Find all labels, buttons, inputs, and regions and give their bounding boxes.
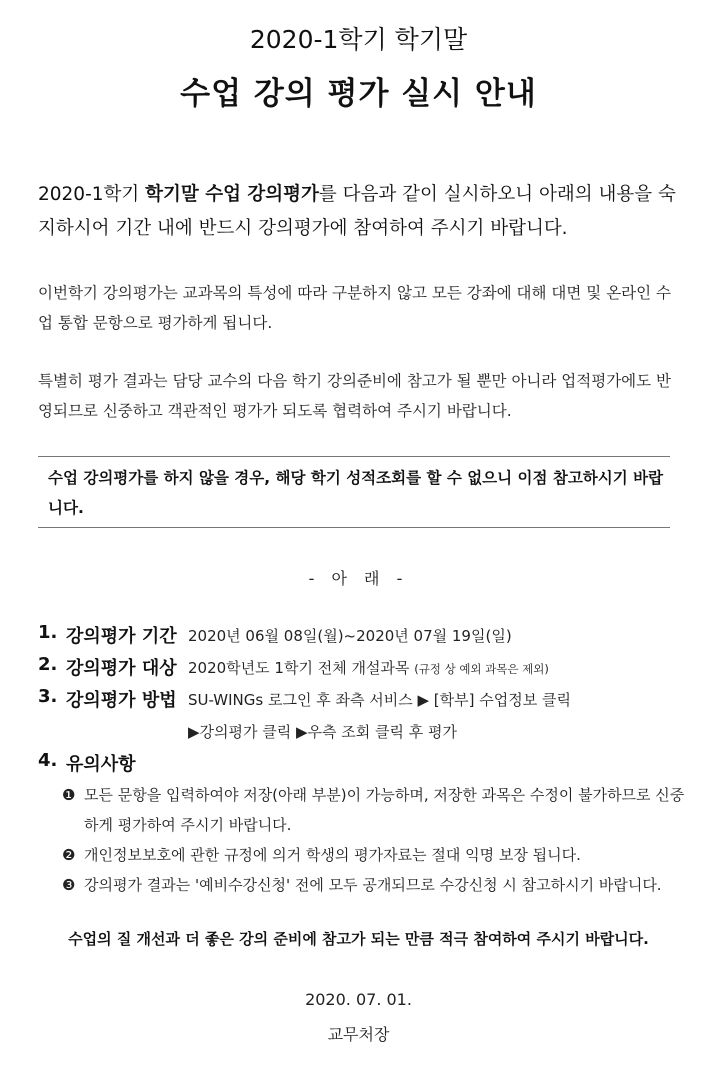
- item-target: [38, 654, 698, 686]
- note-text: 모든 문항을 입력하여야 저장(아래 부분)이 가능하며, 저장한 과목은 수정이 불가하므로 신중하게 평가하여 주시기 바랍니다.: [84, 786, 685, 834]
- intro-text-2: 를 다음과 같이 실시하오니 아래의 내용을 숙지하시어 기간 내에 반드시 강의평가에 참여하여 주시기 바랍니다.: [38, 184, 676, 239]
- closing-statement: 수업의 질 개선과 더 좋은 강의 준비에 참고가 되는 만큼 적극 참여하여 주시기 바랍니다.: [68, 930, 649, 948]
- note-item: [62, 870, 692, 900]
- item-label: 강의평가 기간: [66, 626, 177, 647]
- item-label: 강의평가 대상: [66, 658, 177, 679]
- note-bullet: ❷: [62, 846, 76, 864]
- notes-list: [62, 780, 692, 900]
- item-number: 2.: [38, 654, 58, 675]
- note-bullet: ❶: [62, 786, 76, 804]
- document-subtitle: 2020-1학기 학기말: [249, 25, 468, 54]
- item-method: [38, 686, 698, 718]
- ara-heading: - 아 래 -: [308, 569, 409, 588]
- item-number: 4.: [38, 750, 58, 771]
- item-label: 유의사항: [66, 754, 136, 775]
- item-number: 3.: [38, 686, 58, 707]
- paragraph-evaluation-results: 특별히 평가 결과는 담당 교수의 다음 학기 강의준비에 참고가 될 뿐만 아니라 업적평가에도 반영되므로 신중하고 객관적인 평가가 되도록 협력하여 주시기 바랍니다.: [38, 372, 672, 420]
- note-item: [62, 840, 692, 870]
- intro-text-1: 2020-1학기: [38, 184, 146, 205]
- document-title: 수업 강의 평가 실시 안내: [180, 76, 537, 112]
- item-period: [38, 622, 698, 654]
- item-value-note: (규정 상 예외 과목은 제외): [414, 662, 549, 676]
- issue-date: 2020. 07. 01.: [305, 990, 412, 1009]
- item-method-continued: [38, 718, 698, 750]
- item-number: 1.: [38, 622, 58, 643]
- item-value: SU-WINGs 로그인 후 좌측 서비스 ▶ [학부] 수업정보 클릭: [188, 691, 571, 709]
- paragraph-integrated-evaluation: 이번학기 강의평가는 교과목의 특성에 따라 구분하지 않고 모든 강좌에 대해 대면 및 온라인 수업 통합 문항으로 평가하게 됩니다.: [38, 284, 672, 332]
- note-text: 강의평가 결과는 '예비수강신청' 전에 모두 공개되므로 수강신청 시 참고하시기 바랍니다.: [84, 876, 662, 894]
- item-list: [38, 622, 698, 782]
- note-text: 개인정보보호에 관한 규정에 의거 학생의 평가자료는 절대 익명 보장 됩니다.: [84, 846, 581, 864]
- note-bullet: ❸: [62, 876, 76, 894]
- notice-box: 수업 강의평가를 하지 않을 경우, 해당 학기 성적조회를 할 수 없으니 이점 참고하시기 바랍니다.: [38, 456, 670, 528]
- item-value: [188, 657, 549, 678]
- intro-paragraph: [38, 178, 678, 246]
- issuing-office: 교무처장: [327, 1025, 390, 1044]
- note-item: [62, 780, 692, 840]
- item-value: 2020년 06월 08일(월)~2020년 07월 19일(일): [188, 627, 512, 645]
- item-notes: [38, 750, 698, 782]
- intro-bold-text: 학기말 수업 강의평가: [145, 184, 319, 205]
- item-label: 강의평가 방법: [66, 690, 177, 711]
- item-value-main: 2020학년도 1학기 전체 개설과목: [188, 659, 410, 677]
- item-value-continued: ▶강의평가 클릭 ▶우측 조회 클릭 후 평가: [188, 723, 458, 741]
